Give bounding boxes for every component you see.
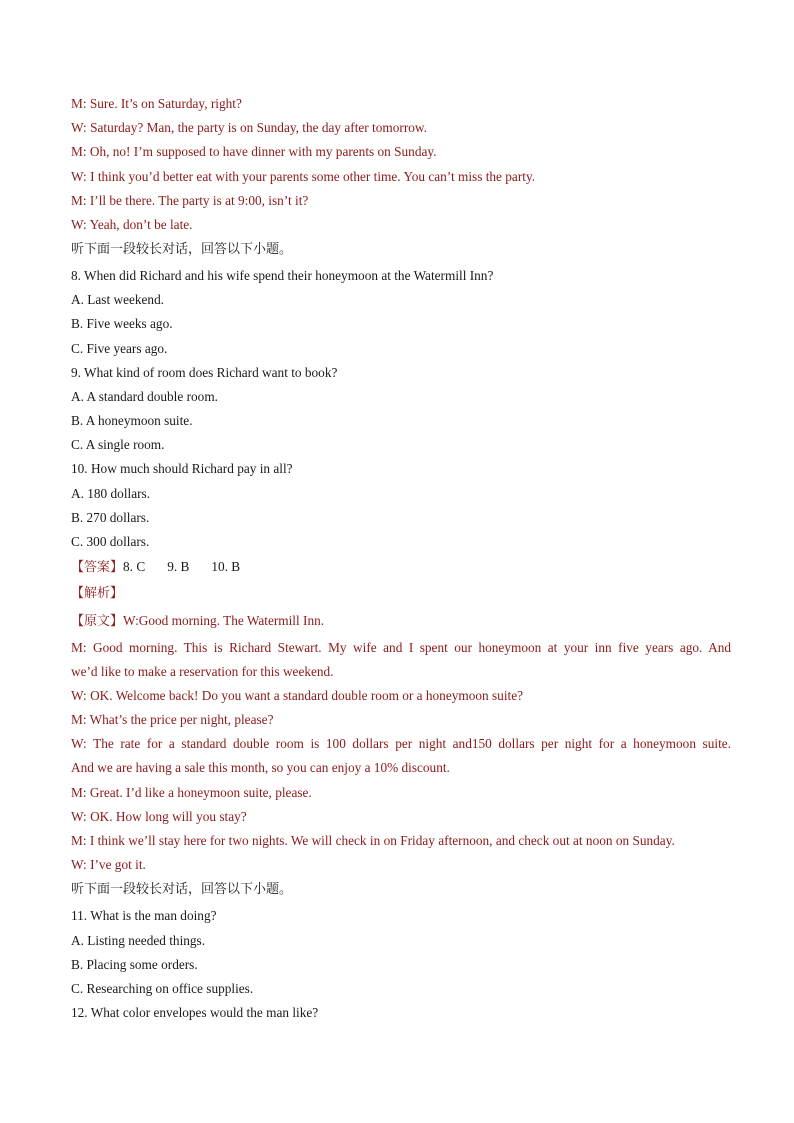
option: B. Placing some orders. [71,957,198,972]
option: A. Last weekend. [71,292,165,307]
option: B. 270 dollars. [71,510,150,525]
question-11: 11. What is the man doing? [71,908,217,923]
option: A. A standard double room. [71,389,218,404]
transcript-line: W: The rate for a standard double room is 100 dollars per night and150 dollars per night for a honeymoon suite. [71,736,731,751]
analysis-label: 【解析】 [71,586,124,601]
dialog-line: M: Oh, no! I’m supposed to have dinner with my parents on Sunday. [71,144,437,159]
transcript-line: W: I’ve got it. [71,857,146,872]
answer-item: 9. B [167,559,190,574]
transcript-first-line [71,613,731,630]
dialog-line: W: Saturday? Man, the party is on Sunday, the day after tomorrow. [71,120,427,135]
answer-label: 【答案】 [71,560,124,575]
transcript-label: 【原文】 [71,614,124,629]
transcript-line: And we are having a sale this month, so you can enjoy a 10% discount. [71,760,450,775]
section-heading: 听下面一段较长对话，回答以下小题。 [71,242,293,257]
option: C. Researching on office supplies. [71,981,254,996]
transcript-line: M: Great. I’d like a honeymoon suite, please. [71,785,312,800]
dialog-line: W: I think you’d better eat with your parents some other time. You can’t miss the party. [71,169,536,184]
option: A. 180 dollars. [71,486,151,501]
question-12: 12. What color envelopes would the man like? [71,1005,319,1020]
section-heading: 听下面一段较长对话，回答以下小题。 [71,882,293,897]
answer-item: 8. C [123,559,146,574]
transcript-line: we’d like to make a reservation for this weekend. [71,664,334,679]
dialog-line: M: Sure. It’s on Saturday, right? [71,96,242,111]
transcript-line: W: OK. Welcome back! Do you want a standard double room or a honeymoon suite? [71,688,524,703]
analysis-line [71,585,731,602]
transcript-text: W:Good morning. The Watermill Inn. [123,613,325,628]
transcript-line: M: Good morning. This is Richard Stewart. My wife and I spent our honeymoon at your inn five years ago. And [71,640,731,655]
dialog-line: W: Yeah, don’t be late. [71,217,193,232]
answer-line [71,559,731,576]
option: A. Listing needed things. [71,933,206,948]
option: B. A honeymoon suite. [71,413,193,428]
question-8: 8. When did Richard and his wife spend their honeymoon at the Watermill Inn? [71,268,494,283]
dialog-line: M: I’ll be there. The party is at 9:00, isn’t it? [71,193,309,208]
option: C. Five years ago. [71,341,168,356]
transcript-line: M: I think we’ll stay here for two nights. We will check in on Friday afternoon, and check out at noon on Sunday. [71,833,675,848]
answer-item: 10. B [211,559,241,574]
question-9: 9. What kind of room does Richard want to book? [71,365,338,380]
option: B. Five weeks ago. [71,316,173,331]
transcript-line: W: OK. How long will you stay? [71,809,247,824]
option: C. 300 dollars. [71,534,150,549]
option: C. A single room. [71,437,165,452]
question-10: 10. How much should Richard pay in all? [71,461,293,476]
transcript-line: M: What’s the price per night, please? [71,712,274,727]
